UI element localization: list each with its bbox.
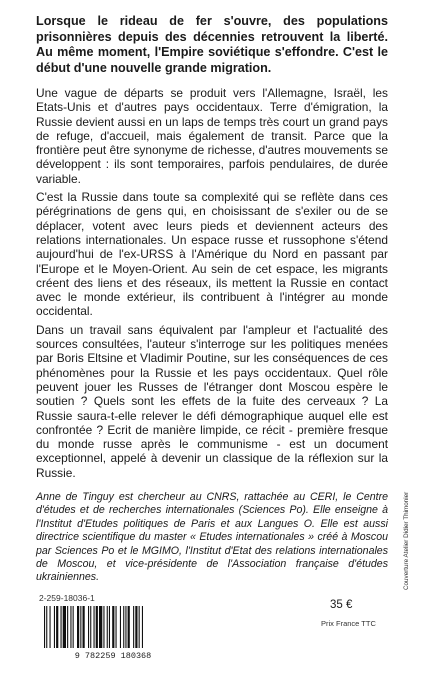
barcode-bar xyxy=(133,606,134,648)
price-label: Prix France TTC xyxy=(321,619,376,628)
barcode-bar xyxy=(46,606,47,648)
barcode-bar xyxy=(112,606,114,648)
barcode-bar xyxy=(139,606,140,648)
barcode-bar xyxy=(77,606,79,648)
barcode-icon xyxy=(38,606,188,660)
barcode-bar xyxy=(125,606,126,648)
barcode-bar xyxy=(80,606,81,648)
barcode-bar xyxy=(103,606,104,648)
barcode-digits: 9 782259 180368 xyxy=(74,651,152,660)
barcode-bar xyxy=(70,606,71,648)
barcode-bar xyxy=(61,606,62,648)
intro-paragraph: Lorsque le rideau de fer s'ouvre, des populations prisonnières depuis des décennies retrouvent la liberté. Au même moment, l'Empire soviétique s'effondre. C'est le début d'une nouvelle grande migration. xyxy=(36,14,388,75)
barcode-bar xyxy=(94,606,95,648)
barcode-bar xyxy=(54,606,55,648)
barcode-bar xyxy=(73,606,74,648)
price: 35 € xyxy=(330,599,353,611)
barcode-bar xyxy=(128,606,130,648)
barcode-bar xyxy=(90,606,91,648)
isbn: 2-259-18036-1 xyxy=(39,593,95,603)
barcode-bar xyxy=(99,606,102,648)
barcode-bar xyxy=(123,606,124,648)
barcode-bars xyxy=(44,606,143,648)
barcode-bar xyxy=(116,606,117,648)
barcode-bar xyxy=(135,606,137,648)
barcode-bar xyxy=(88,606,89,648)
barcode-bar xyxy=(120,606,121,648)
barcode-bar xyxy=(63,606,66,648)
body-paragraph-2: C'est la Russie dans toute sa complexité qui se reflète dans ces pérégrinations de gens qui, en choisissant de s'exiler ou de se déplacer, votent avec leurs pieds et deviennent acteurs des relations internationales. Un espace russe et russophone s'étend aujourd'hui de l'ex-URSS à l'Amérique du Nord en passant par l'Europe et le Moyen-Orient. Au sein de cet espace, les migrants créent des liens et des réseaux, ils mettent la Russie en contact avec le monde extérieur, ils contribuent à l'intégrer au monde occidental. xyxy=(36,190,388,319)
body-paragraph-3: Dans un travail sans équivalent par l'ampleur et l'actualité des sources consultées, l'auteur s'interroge sur les politiques menées par Boris Eltsine et Vladimir Poutine, sur les conséquences de ces phénomènes pour la Russie et les pays occidentaux. Quel rôle peuvent jouer les Russes de l'étranger dont Moscou espère le soutien ? Quels sont les effets de la fuite des cerveaux ? La Russie saura-t-elle relever le défi démographique auquel elle est confrontée ? Ecrit de manière limpide, ce récit - première fresque du monde russe après le communisme - est un document exceptionnel, appelé à devenir un classique de la réflexion sur la Russie. xyxy=(36,322,388,480)
body-paragraph-1: Une vague de départs se produit vers l'Allemagne, Israël, les Etats-Unis et d'autres pays occidentaux. Terre d'émigration, la Russie devient aussi en un laps de temps très court un grand pays de refuge, d'accueil, mais également de transit. Parce que la frontière peut être synonyme de richesse, d'autres mouvements se développent : ils sont temporaires, parfois pendulaires, de durée variable. xyxy=(36,86,388,186)
barcode-bar xyxy=(96,606,98,648)
barcode-bar xyxy=(142,606,143,648)
barcode-bar xyxy=(107,606,108,648)
barcode-bar xyxy=(109,606,110,648)
author-note: Anne de Tinguy est chercheur au CNRS, rattachée au CERI, le Centre d'études et de recherches internationales (Sciences Po). Elle enseigne à l'Institut d'Etudes politiques de Paris et aux Langues O. Elle est aussi directrice scientifique du master « Etudes internationales » créé à Moscou par Sciences Po et le MGIMO, l'Institut d'Etat des relations internationales de Moscou, et vice-présidente de l'Association française d'études ukrainiennes. xyxy=(36,491,388,584)
barcode-bar xyxy=(44,606,45,648)
body-text xyxy=(36,86,388,484)
cover-credit: Couverture Atelier Didier Thimonier xyxy=(403,491,410,590)
barcode-bar xyxy=(67,606,68,648)
barcode-bar xyxy=(56,606,58,648)
barcode-bar xyxy=(83,606,85,648)
barcode-bar xyxy=(50,606,51,648)
